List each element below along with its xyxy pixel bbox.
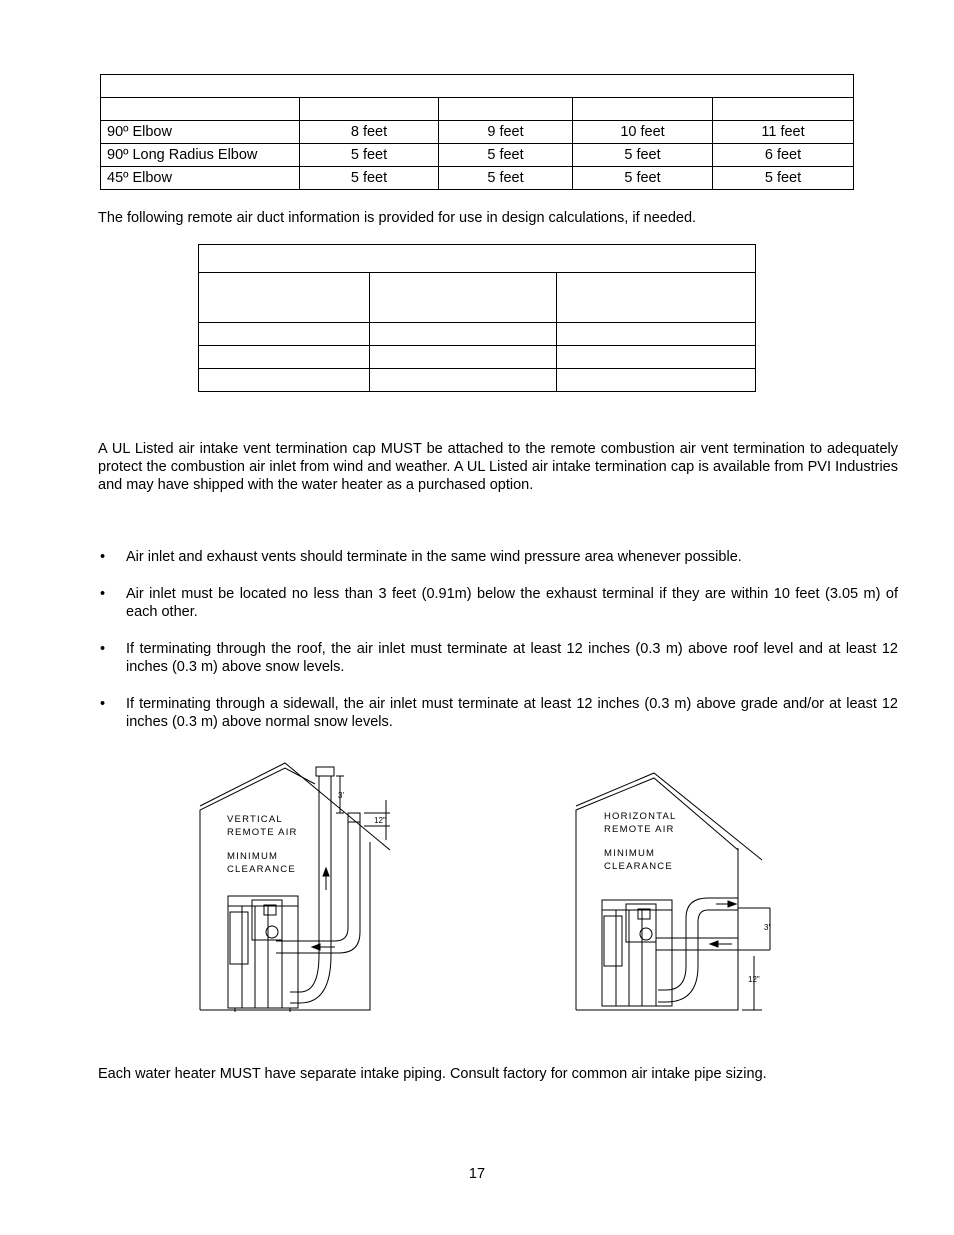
list-item: • Air inlet must be located no less than 3 feet (0.91m) below the exhaust terminal if they are within 10 feet (3.05 m) of each other. bbox=[100, 586, 898, 620]
table-row bbox=[101, 121, 854, 144]
diagram-label: HORIZONTAL bbox=[604, 811, 677, 822]
list-item: • Air inlet and exhaust vents should terminate in the same wind pressure area whenever possible. bbox=[100, 549, 742, 565]
table-header-row bbox=[199, 273, 756, 323]
table-cell: 6 feet bbox=[713, 144, 854, 167]
table-cell: 5 feet bbox=[439, 144, 573, 167]
diagram-label: CLEARANCE bbox=[227, 864, 296, 875]
vertical-remote-air-diagram bbox=[190, 760, 420, 1015]
dimension-label: 3' bbox=[764, 923, 770, 932]
diagram-label: REMOTE AIR bbox=[227, 827, 298, 838]
table-cell: 5 feet bbox=[573, 167, 713, 190]
list-item: • If terminating through a sidewall, the air inlet must terminate at least 12 inches (0.3 m) above grade and/or at least 12 inches (0.3 m) above normal snow levels. bbox=[100, 696, 898, 730]
table-cell: 11 feet bbox=[713, 121, 854, 144]
diagram-label: REMOTE AIR bbox=[604, 824, 675, 835]
fitting-name: 90º Elbow bbox=[101, 121, 300, 144]
horizontal-remote-air-diagram bbox=[566, 770, 776, 1015]
table-row bbox=[199, 323, 756, 346]
fitting-name: 45º Elbow bbox=[101, 167, 300, 190]
table-row bbox=[101, 167, 854, 190]
table-cell: 9 feet bbox=[439, 121, 573, 144]
diagram-label: CLEARANCE bbox=[604, 861, 673, 872]
table-row bbox=[101, 144, 854, 167]
table-cell: 5 feet bbox=[713, 167, 854, 190]
bullet-icon: • bbox=[100, 586, 106, 602]
table-cell: 5 feet bbox=[300, 167, 439, 190]
table-title-row bbox=[199, 245, 756, 273]
bullet-icon: • bbox=[100, 641, 106, 657]
dimension-label: 12" bbox=[374, 816, 386, 825]
table-header-row bbox=[101, 98, 854, 121]
fittings-table bbox=[100, 74, 854, 190]
bullet-icon: • bbox=[100, 696, 106, 712]
table-row bbox=[199, 346, 756, 369]
diagram-label: VERTICAL bbox=[227, 814, 283, 825]
table-row bbox=[199, 369, 756, 392]
table-cell: 5 feet bbox=[300, 144, 439, 167]
diagram-label: MINIMUM bbox=[604, 848, 656, 859]
table-cell: 8 feet bbox=[300, 121, 439, 144]
diagram-label: MINIMUM bbox=[227, 851, 279, 862]
dimension-label: 12" bbox=[748, 975, 760, 984]
remote-air-intro: The following remote air duct information is provided for use in design calculations, if needed. bbox=[98, 210, 697, 226]
fitting-name: 90º Long Radius Elbow bbox=[101, 144, 300, 167]
list-item: • If terminating through the roof, the air inlet must terminate at least 12 inches (0.3 m) above roof level and at least 12 inches (0.3 m) above snow levels. bbox=[100, 641, 898, 675]
table-cell: 10 feet bbox=[573, 121, 713, 144]
table-title-row bbox=[101, 75, 854, 98]
table-cell: 5 feet bbox=[573, 144, 713, 167]
remote-air-duct-table bbox=[198, 244, 756, 392]
bullet-icon: • bbox=[100, 549, 106, 565]
dimension-label: 3' bbox=[338, 791, 344, 800]
termination-cap-paragraph: A UL Listed air intake vent termination cap MUST be attached to the remote combustion air vent termination to adequately protect the combustion air inlet from wind and weather. A UL Listed air intake termination cap is available from PVI Industries and may have shipped with the water heater as a purchased option. bbox=[98, 441, 898, 493]
table-cell: 5 feet bbox=[439, 167, 573, 190]
page-number: 17 bbox=[468, 1166, 486, 1182]
separate-piping-note: Each water heater MUST have separate intake piping. Consult factory for common air intake pipe sizing. bbox=[98, 1066, 767, 1082]
